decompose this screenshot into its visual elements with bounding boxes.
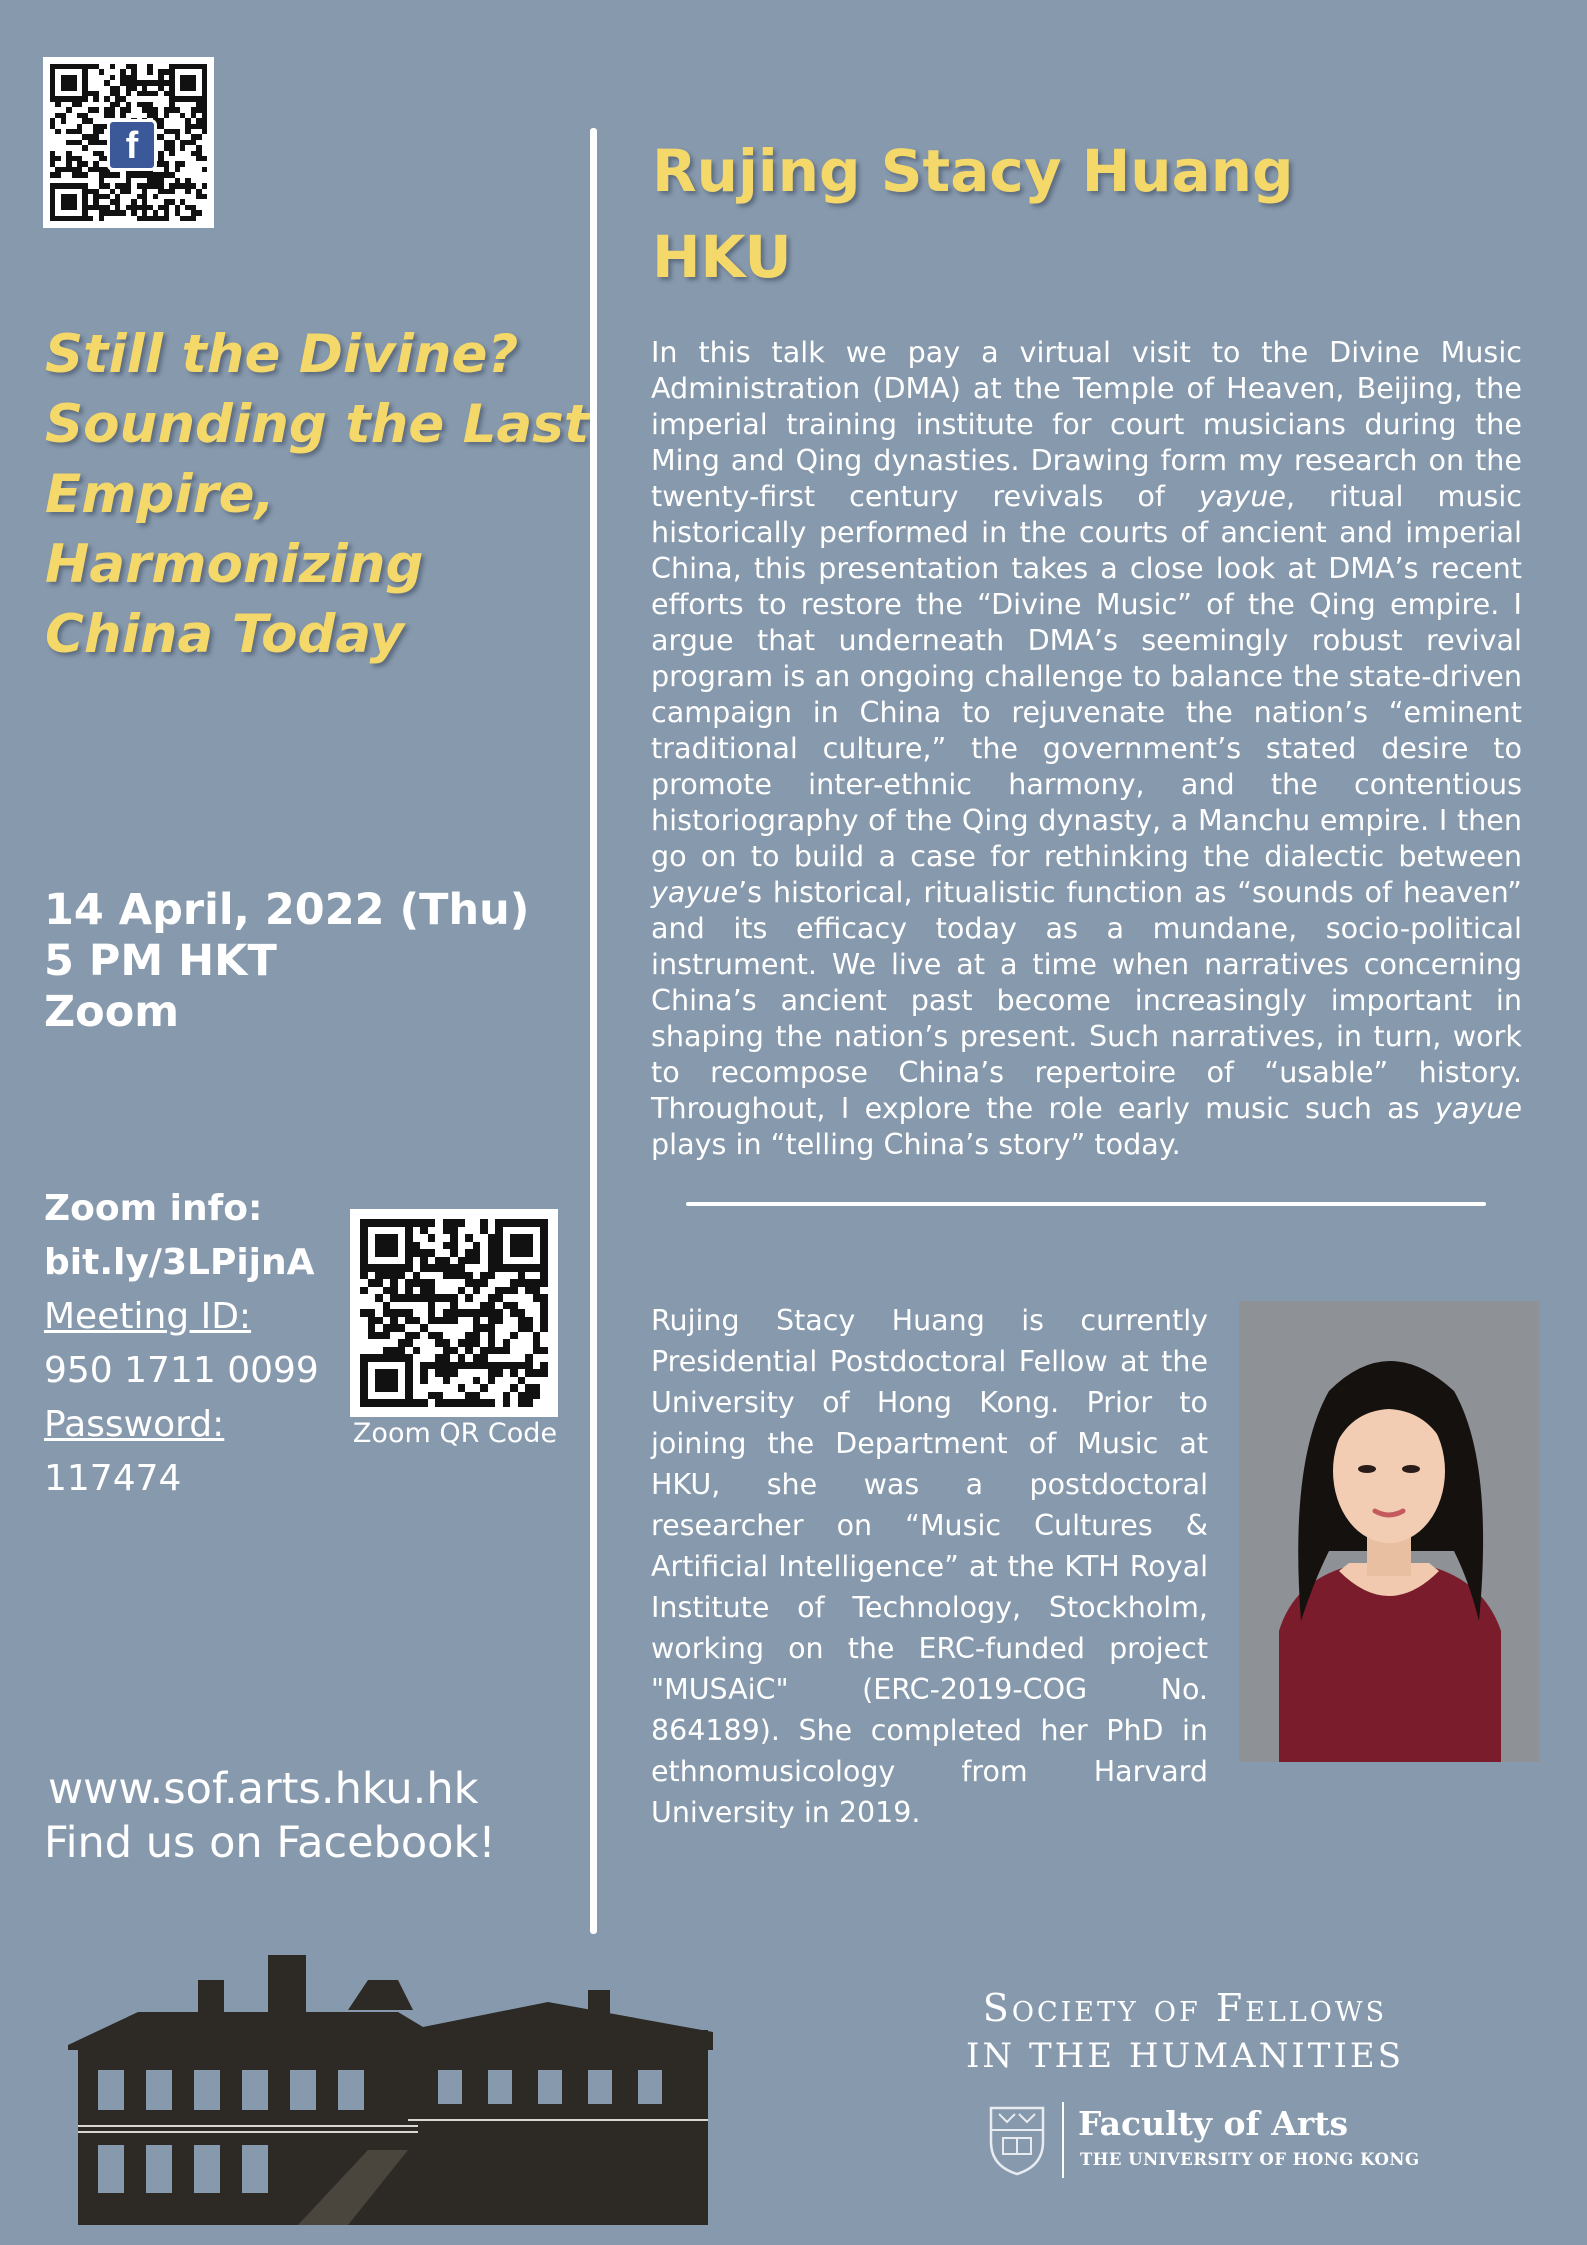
talk-title-line: Sounding the Last	[45, 394, 590, 455]
speaker-portrait	[1239, 1301, 1539, 1762]
zoom-info-label: Zoom info:	[44, 1188, 263, 1229]
vertical-divider	[590, 128, 597, 1934]
abstract-emphasis: yayue	[1434, 1091, 1522, 1125]
talk-title	[45, 320, 590, 670]
sof-line-1	[900, 1984, 1470, 2032]
talk-title-line: Harmonizing	[45, 534, 424, 595]
sof-line-2	[900, 2032, 1470, 2080]
facebook-text: Find us on Facebook!	[44, 1818, 496, 1868]
speaker-name: Rujing Stacy Huang	[652, 137, 1294, 205]
talk-title-line: Empire,	[45, 464, 275, 525]
abstract-text: ’s historical, ritualistic function as “sounds of heaven” and its efficacy today as a mundane, socio-political instrument. We live at a time when narratives concerning China’s ancient past become increasingly important in shaping the nation’s present. Such narratives, in turn, work to recompose China’s repertoire of “usable” history. Throughout, I explore the role early music such as	[651, 875, 1522, 1125]
zoom-qr-caption: Zoom QR Code	[352, 1418, 558, 1449]
event-details	[44, 885, 529, 1038]
zoom-link[interactable]: bit.ly/3LPijnA	[44, 1242, 315, 1283]
event-venue: Zoom	[44, 987, 180, 1037]
contact-links	[44, 1762, 496, 1870]
facebook-qr-code	[43, 57, 214, 228]
speaker-photo	[1239, 1301, 1539, 1762]
abstract-emphasis: yayue	[1198, 479, 1286, 513]
speaker-bio: Rujing Stacy Huang is currently Presidential Postdoctoral Fellow at the University of Hong Kong. Prior to joining the Department of Music at HKU, she was a postdoctoral researcher on “Music Cultures & Artificial Intelligence” at the KTH Royal Institute of Technology, Stockholm, working on the ERC-funded project "MUSAiC" (ERC-2019-COG No. 864189). She completed her PhD in ethnomusicology from Harvard University in 2019.	[651, 1304, 1208, 1829]
abstract-text: plays in “telling China’s story” today.	[651, 1127, 1181, 1161]
sof-line-1-text: Society of Fellows	[982, 1986, 1388, 2030]
qr-pattern	[360, 1219, 548, 1407]
meeting-id-label: Meeting ID:	[44, 1296, 252, 1337]
password-label: Password:	[44, 1404, 225, 1445]
zoom-qr-code	[350, 1209, 558, 1417]
facebook-icon: f	[107, 119, 157, 171]
abstract-text: In this talk we pay a virtual visit to the Divine Music Administration (DMA) at the Temple of Heaven, Beijing, the imperial training institute for court musicians during the Ming and Qing dynasties. Drawing form my research on the twenty-first century revivals of	[651, 335, 1522, 513]
password: 117474	[44, 1458, 182, 1499]
university-crest-icon	[985, 2102, 1049, 2178]
faculty-logo-divider	[1062, 2102, 1064, 2178]
society-of-fellows-logo	[900, 1984, 1470, 2080]
speaker-affiliation: HKU	[652, 223, 792, 291]
speaker-heading	[652, 128, 1294, 300]
historic-building-icon	[68, 1950, 723, 2225]
building-illustration	[68, 1950, 723, 2225]
meeting-id: 950 1711 0099	[44, 1350, 319, 1391]
talk-abstract	[651, 334, 1522, 1162]
abstract-emphasis: yayue	[651, 875, 739, 909]
event-time: 5 PM HKT	[44, 936, 277, 986]
talk-title-line: China Today	[45, 604, 405, 665]
faculty-name: Faculty of Arts	[1078, 2104, 1349, 2143]
talk-title-line: Still the Divine?	[45, 324, 519, 385]
zoom-info	[44, 1182, 319, 1506]
website-link[interactable]: www.sof.arts.hku.hk	[48, 1764, 479, 1814]
abstract-text: , ritual music historically performed in the courts of ancient and imperial China, this presentation takes a close look at DMA’s recent efforts to restore the “Divine Music” of the Qing empire. I argue that underneath DMA’s seemingly robust revival program is an ongoing challenge to balance the state-driven campaign in China to rejuvenate the nation’s “eminent traditional culture,” the government’s stated desire to promote inter-ethnic harmony, and the contentious historiography of the Qing dynasty, a Manchu empire. I then go on to build a case for rethinking the dialectic between	[651, 479, 1522, 873]
event-date: 14 April, 2022 (Thu)	[44, 885, 530, 935]
sof-line-2-text: IN THE HUMANITIES	[965, 2036, 1404, 2076]
horizontal-divider	[686, 1202, 1486, 1206]
university-name: THE UNIVERSITY OF HONG KONG	[1080, 2150, 1420, 2169]
